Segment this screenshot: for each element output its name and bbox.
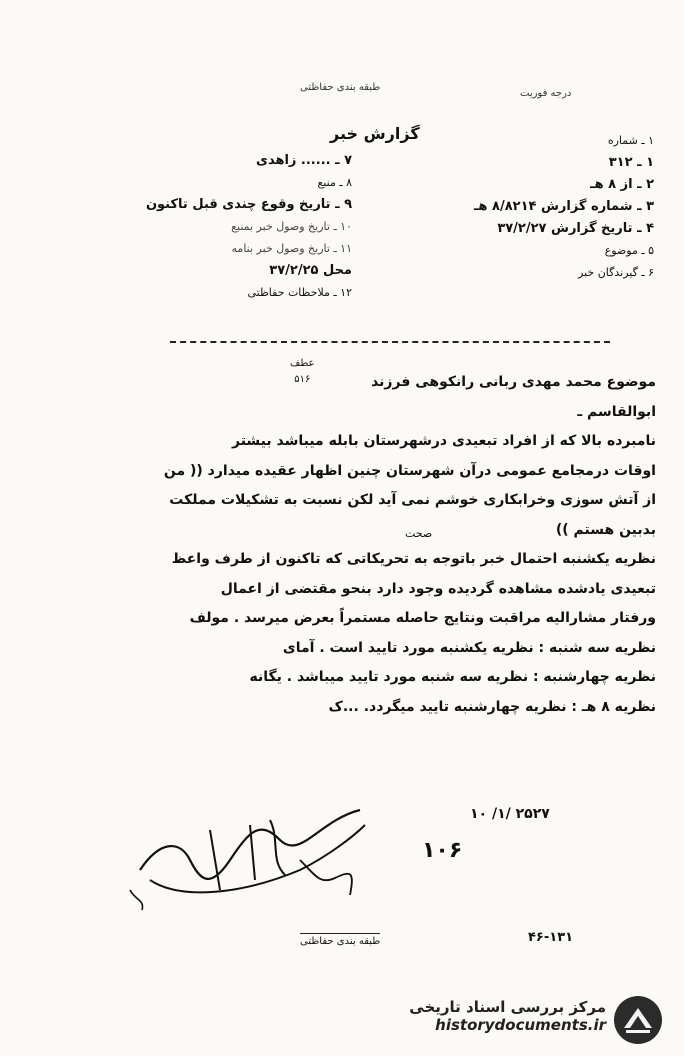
body-line: نظریه چهارشنبه : نظریه سه شنبه مورد تایید میباشد . یگانه	[249, 669, 656, 685]
classification-label: طبقه بندی حفاظتی	[300, 82, 381, 93]
field-item: ۷ ـ ...... زاهدی	[256, 153, 352, 168]
fields-left-column	[354, 130, 654, 284]
body-line: از آتش سوزی وخرابکاری خوشم نمی آید لکن نسبت به تشکیلات مملکت	[169, 492, 656, 508]
field-item: محل ۳۷/۲/۲۵	[269, 263, 352, 278]
body-line: نظریه ۸ هـ : نظریه چهارشنبه تایید میگردد. ...ک	[328, 698, 656, 715]
signature-icon	[120, 800, 370, 920]
body-line: نامبرده بالا که از افراد تبعیدی درشهرستان بابله میباشد بیشتر	[232, 433, 656, 449]
field-item: ۴ ـ تاریخ گزارش ۳۷/۲/۲۷	[497, 221, 654, 236]
separator-line	[170, 341, 610, 343]
number-stamp: ۱۰۶	[422, 838, 463, 863]
archive-watermark	[409, 998, 606, 1034]
field-item: ۲ ـ از ۸ هـ	[590, 177, 654, 192]
page-title: گزارش خبر	[330, 124, 420, 143]
field-item: ۱۱ ـ تاریخ وصول خبر بنامه	[231, 242, 352, 255]
marginal-note-line: عطف	[290, 358, 315, 369]
archive-logo-icon	[612, 994, 664, 1046]
field-item: ۳ ـ شماره گزارش ۸/۸۲۱۴ هـ	[474, 199, 654, 214]
signature-caption: طبقه بندی حفاظتی	[300, 933, 380, 947]
reference-code: ۴۶-۱۳۱	[528, 930, 574, 945]
report-body	[76, 368, 656, 722]
body-line: نظریه سه شنبه : نظریه یکشنبه مورد تایید است . آمای	[282, 639, 656, 656]
field-item: ۶ ـ گیرندگان خبر	[578, 266, 654, 279]
field-item: ۸ ـ منبع	[317, 176, 352, 189]
fields-right-column	[102, 150, 352, 304]
body-line: اوقات درمجامع عمومی درآن شهرستان چنین اظهار عقیده میدارد (( من	[163, 462, 656, 479]
priority-label: درجه فوریت	[520, 88, 572, 99]
handwritten-insertion: صحت	[405, 527, 433, 540]
date-stamp: ۲۵۲۷ /۱/ ۱۰	[470, 806, 550, 822]
field-item: ۵ ـ موضوع	[604, 244, 654, 257]
field-item: ۹ ـ تاریخ وقوع چندی قبل تاکنون	[145, 197, 352, 212]
body-line: نظریه یکشنبه احتمال خبر باتوجه به تحریکاتی که تاکنون از طرف واعظ	[171, 551, 656, 567]
field-item: ۱۲ ـ ملاحظات حفاظتی	[247, 286, 352, 299]
archive-url: historydocuments.ir	[435, 1016, 606, 1034]
field-item: ۱ ـ شماره	[607, 134, 654, 147]
archive-name: مرکز بررسی اسناد تاریخی	[409, 998, 606, 1016]
body-line: بدبین هستم ))	[555, 521, 656, 538]
body-line: موضوع محمد مهدی ربانی رانکوهی فرزند	[371, 374, 656, 390]
field-item: ۱۰ ـ تاریخ وصول خبر بمنبع	[231, 220, 352, 233]
body-line: ورفتار مشارالیه مراقبت ونتایج حاصله مستمراً بعرض میرسد . مولف	[189, 610, 656, 626]
marginal-note-line: ۵۱۶	[294, 374, 311, 385]
body-line: تبعیدی یادشده مشاهده گردیده وجود دارد بنحو مقتضی از اعمال	[220, 580, 656, 597]
field-item: ۱ ـ ۳۱۲	[608, 155, 654, 170]
body-line: ابوالقاسم ـ	[577, 403, 656, 420]
